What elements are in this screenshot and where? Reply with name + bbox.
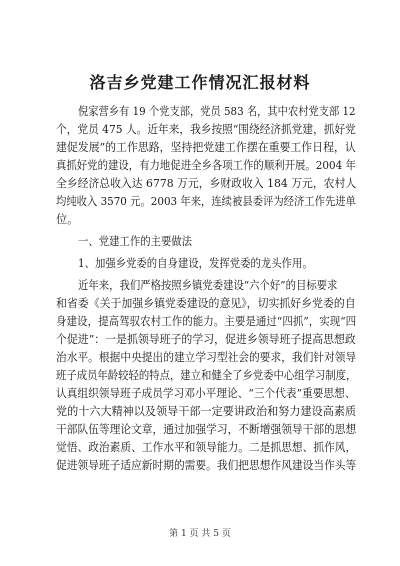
- paragraph-line: 身建设，提高驾驭农村工作的能力。主要是通过“四抓”，实现“四: [56, 315, 357, 328]
- paragraph-line: 党的十六大精神以及领导干部一定要讲政治和努力建设高素质: [56, 405, 357, 418]
- page-title: 洛吉乡党建工作情况汇报材料: [89, 73, 311, 92]
- paragraph-line: 个促进”：一是抓领导班子的学习，促进乡领导班子提高思想政: [56, 333, 356, 346]
- paragraph-line: 均纯收入 3570 元。2003 年来，连续被县委评为经济工作先进单: [56, 195, 356, 208]
- subsection-heading: 1、加强乡党委的自身建设，发挥党委的龙头作用。: [78, 257, 313, 270]
- paragraph-line: 建促发展”的工作思路，坚持把党建工作摆在重要工作日程，认: [56, 141, 356, 154]
- paragraph-line: 全乡经济总收入达 6778 万元，乡财政收入 184 万元，农村人: [56, 177, 357, 190]
- paragraph-line: 个，党员 475 人。近年来，我乡按照“围绕经济抓党建，抓好党: [56, 123, 356, 136]
- section-heading: 一、党建工作的主要做法: [78, 235, 193, 248]
- paragraph-line: 认真组织领导班子成员学习邓小平理论、“三个代表”重要思想、: [56, 387, 356, 400]
- paragraph-line: 促进领导班子适应新时期的需要。我们把思想作风建设当作头等: [56, 459, 357, 472]
- paragraph-line: 治水平。根据中央提出的建立学习型社会的要求，我们针对领导: [56, 351, 357, 364]
- paragraph-line: 和省委《关于加强乡镇党委建设的意见》，切实抓好乡党委的自: [56, 297, 356, 310]
- paragraph-line: 班子成员年龄较轻的特点，建立和健全了乡党委中心组学习制度，: [56, 369, 357, 382]
- page-footer: 第 1 页 共 5 页: [169, 529, 231, 539]
- paragraph-line: 干部队伍等理论文章，通过加强学习，不断增强领导干部的思想: [56, 423, 357, 436]
- paragraph-line: 觉悟、政治素质、工作水平和领导能力。二是抓思想、抓作风，: [56, 441, 357, 454]
- paragraph-line: 近年来，我们严格按照乡镇党委建设“六个好”的目标要求: [78, 279, 338, 292]
- paragraph-line: 倪家营乡有 19 个党支部，党员 583 名，其中农村党支部 12: [78, 105, 356, 118]
- paragraph-line: 位。: [56, 213, 79, 226]
- paragraph-line: 真抓好党的建设，有力地促进全乡各项工作的顺利开展。2004 年: [56, 159, 356, 172]
